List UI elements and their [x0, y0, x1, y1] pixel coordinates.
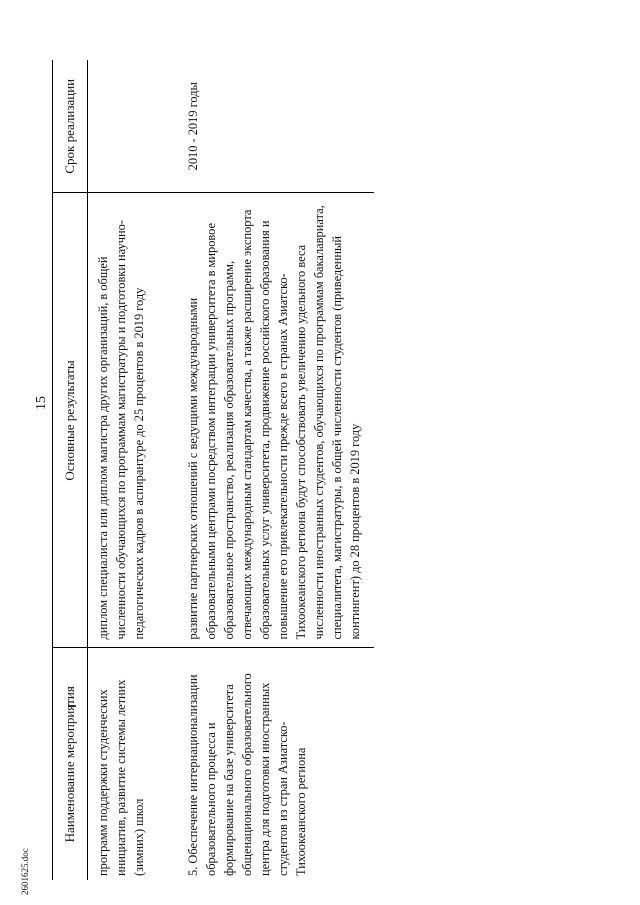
table-row: [178, 60, 374, 880]
table-header-row: [53, 60, 88, 880]
cell-main-results: развитие партнерских отношений с ведущими международными образовательными центрами посредством интеграции университета в мировое образовательное пространство, реализация образовательных программ, отвечающих международным стандартам качества, а также расширение экспорта образовательных услуг университета, продвижение российского образования и повышение его привлекательности прежде всего в странах Азиатско-Тихоокеанского региона будут способствовать увеличению удельного веса численности иностранных студентов, обучающихся по программам бакалавриата, специалитета, магистратуры, в общей численности студентов (приведенный контингент) до 28 процентов в 2019 году: [178, 193, 374, 648]
activities-table: [52, 60, 374, 880]
document-footer-code: 2601625.doc: [20, 848, 30, 895]
header-main-results: Основные результаты: [53, 193, 88, 648]
table-row: [88, 60, 179, 880]
cell-activity-name: 5. Обеспечение интернационализации образовательного процесса и формирование на базе университета общенационального образовательного центра для подготовки иностранных студентов из стран Азиатско-Тихоокеанского региона: [186, 673, 308, 876]
cell-activity-name: программ поддержки студенческих инициатив, развитие системы летних (зимних) школ: [96, 679, 146, 876]
cell-implementation-term: 2010 - 2019 годы: [178, 60, 374, 193]
cell-implementation-term: [88, 60, 179, 193]
page-number: 15: [34, 396, 49, 410]
header-implementation-term: Срок реализации: [53, 60, 88, 193]
cell-main-results: диплом специалиста или диплом магистра других организаций, в общей численности обучающихся по программам магистратуры и подготовки научно-педагогических кадров в аспирантуре до 25 процентов в 2019 году: [88, 193, 179, 648]
rotated-page-content: [52, 60, 592, 880]
header-activity-name: Наименование мероприятия: [53, 648, 88, 880]
